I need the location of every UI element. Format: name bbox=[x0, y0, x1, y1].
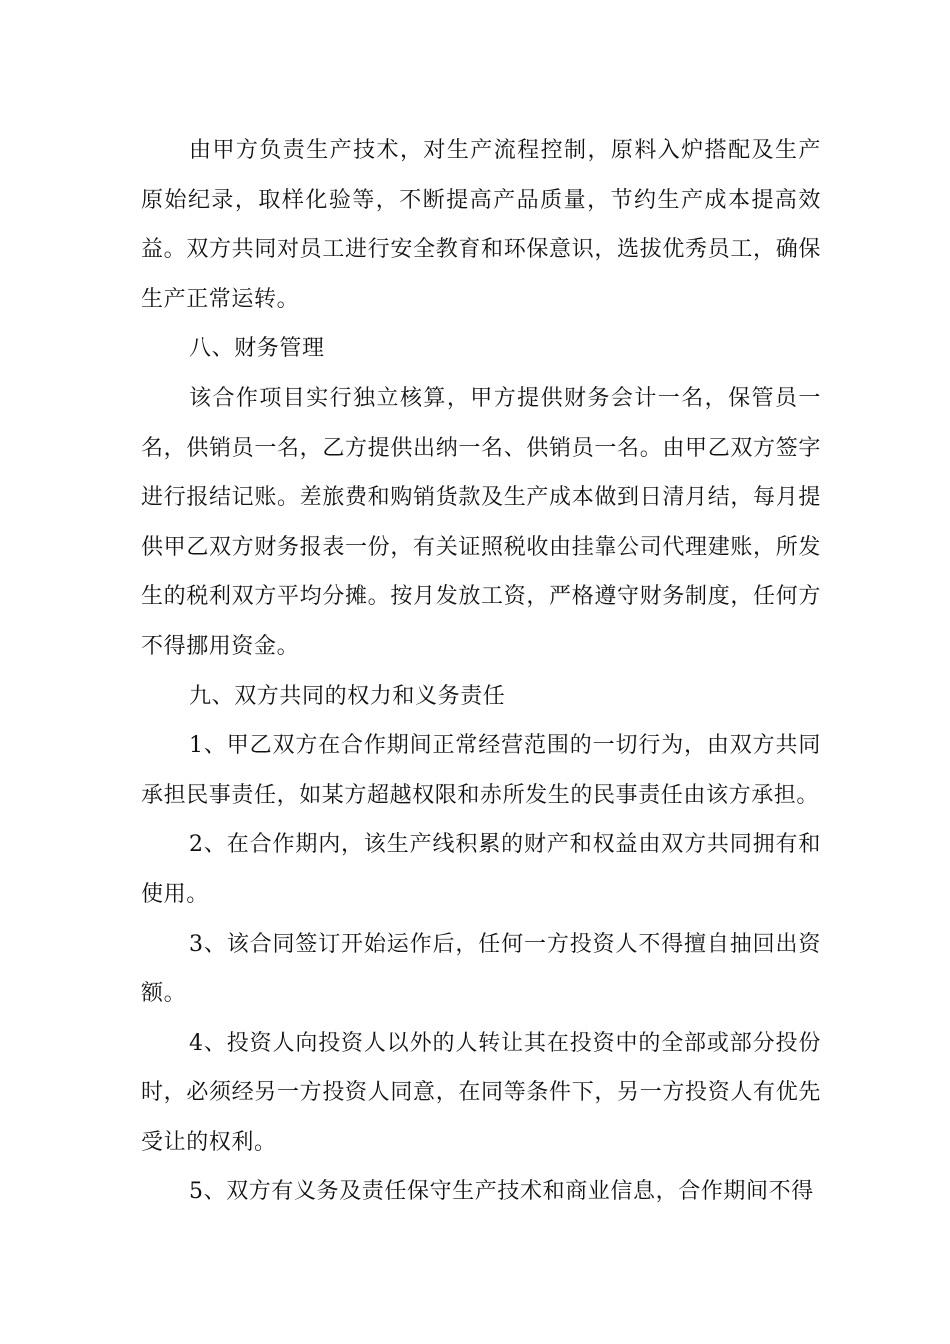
paragraph-independent-accounting: 该合作项目实行独立核算，甲方提供财务会计一名，保管员一名，供销员一名，乙方提供出纳一名、供销员一名。由甲乙双方签字进行报结记账。差旅费和购销货款及生产成本做到日清月结，每月提供甲乙双方财务报表一份，有关证照税收由挂靠公司代理建账，所发生的税利双方平均分摊。按月发放工资，严格遵守财务制度，任何方不得挪用资金。 bbox=[141, 385, 821, 659]
document-body bbox=[141, 126, 821, 1217]
clause-2-shared-property: 2、在合作期内，该生产线积累的财产和权益由双方共同拥有和使用。 bbox=[141, 832, 821, 907]
paragraph-production-technology: 由甲方负责生产技术，对生产流程控制，原料入炉搭配及生产原始纪录，取样化验等，不断提高产品质量，节约生产成本提高效益。双方共同对员工进行安全教育和环保意识，选拔优秀员工，确保生产正常运转。 bbox=[141, 138, 821, 312]
clause-4-share-transfer: 4、投资人向投资人以外的人转让其在投资中的全部或部分投份时，必须经另一方投资人同意，在同等条件下，另一方投资人有优先受让的权利。 bbox=[141, 1030, 821, 1155]
clause-5-confidentiality: 5、双方有义务及责任保守生产技术和商业信息，合作期间不得 bbox=[189, 1179, 814, 1205]
clause-1-civil-liability: 1、甲乙双方在合作期间正常经营范围的一切行为，由双方共同承担民事责任，如某方超越权限和赤所发生的民事责任由该方承担。 bbox=[141, 733, 821, 808]
clause-3-capital-withdrawal: 3、该合同签订开始运作后，任何一方投资人不得擅自抽回出资额。 bbox=[141, 931, 821, 1007]
section-heading-financial-management: 八、财务管理 bbox=[189, 336, 325, 362]
section-heading-rights-and-obligations: 九、双方共同的权力和义务责任 bbox=[189, 683, 506, 709]
